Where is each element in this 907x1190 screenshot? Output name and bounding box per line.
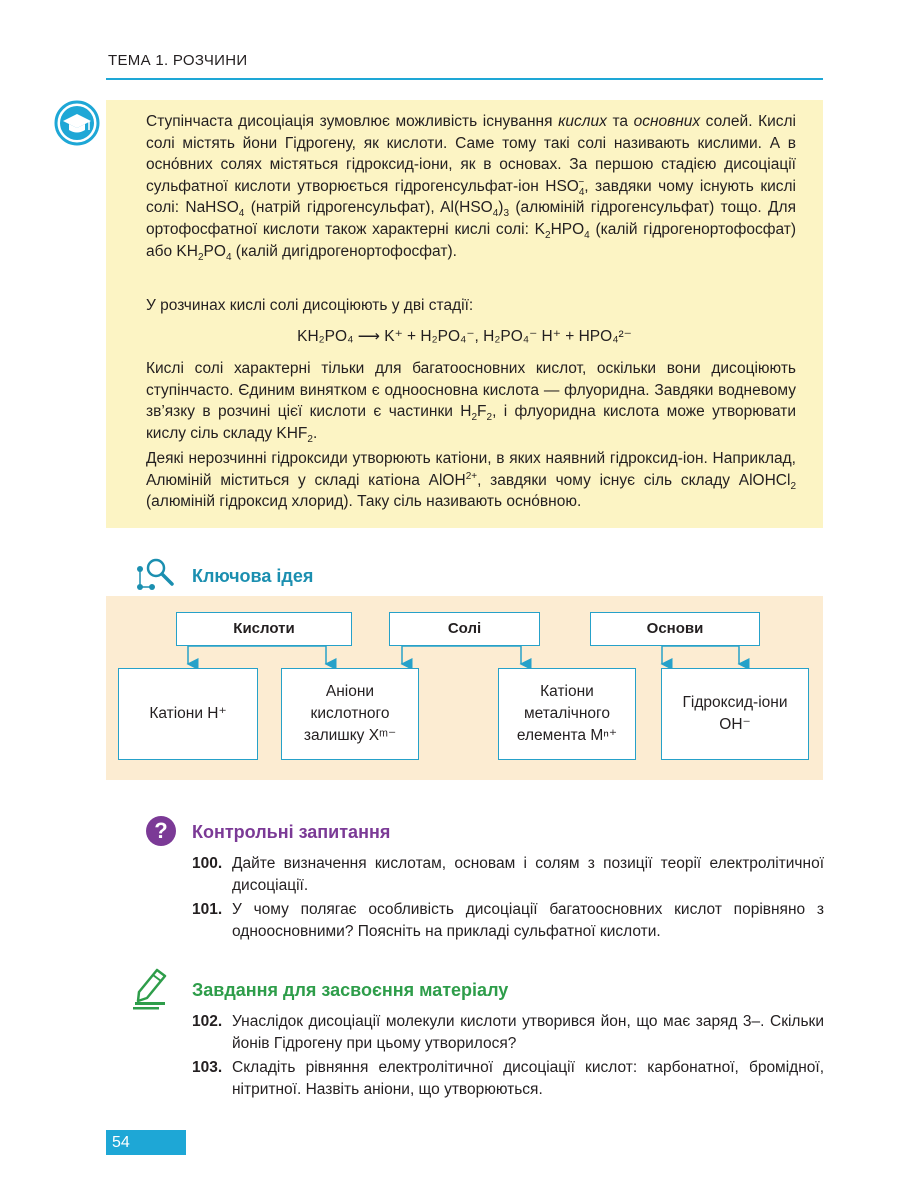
note-paragraph-3: Кислі солі характерні тільки для багатоосновних кислот, оскільки вони дисоціюють ступінчасто. Єдиним винятком є одноосновна кислота — флуоридна. Завдяки водневому зв’язку в розчині цієї кислоти є частинки $H_2F_2$, і флуоридна кислота може утворювати кислу сіль складу $KHF_2$. <box>146 360 796 445</box>
task-text: Складіть рівняння електролітичної дисоціації кислот: карбонатної, бромідної, нітритної. Назвіть аніони, що утворюються. <box>232 1059 824 1098</box>
question-text: У чому полягає особливість дисоціації багатоосновних кислот порівняно з одноосновними? Поясніть на прикладі сульфатної кислоти. <box>232 901 824 940</box>
task-number: 103. <box>192 1059 223 1076</box>
key-idea-title: Ключова ідея <box>192 566 314 586</box>
task-number: 102. <box>192 1013 223 1030</box>
page-number: 54 <box>106 1130 186 1155</box>
header-divider <box>106 78 823 80</box>
question-number: 100. <box>192 855 223 872</box>
info-note <box>106 100 823 528</box>
dissociation-formula: KH₂PO₄ ⟶ K⁺ + H₂PO₄⁻, H₂PO₄⁻ H⁺ + HPO₄²⁻ <box>297 328 632 345</box>
task-text: Унаслідок дисоціації молекули кислоти утворився йон, що має заряд 3–. Скільки йонів Гідрогену при цьому утворилося? <box>232 1013 824 1052</box>
question-number: 101. <box>192 901 223 918</box>
leaf-metal-cations: Катіони металічного елемента Mⁿ⁺ <box>498 668 636 760</box>
leaf-hydrogen-cations: Катіони H⁺ <box>118 668 258 760</box>
note-paragraph-2: У розчинах кислі солі дисоціюють у дві стадії: <box>146 297 474 314</box>
list-item <box>192 1011 824 1055</box>
tasks-title: Завдання для засвоєння матеріалу <box>192 980 509 1000</box>
list-item <box>192 899 824 943</box>
question-icon <box>145 815 177 847</box>
key-idea-icon <box>134 557 176 593</box>
list-item <box>192 853 824 897</box>
key-idea-diagram <box>106 596 823 780</box>
svg-text:?: ? <box>154 818 168 843</box>
question-text: Дайте визначення кислотам, основам і солям з позиції теорії електролітичної дисоціації. <box>232 855 824 894</box>
header-acids: Кислоти <box>176 612 352 646</box>
control-questions-list <box>192 853 824 945</box>
control-questions-title: Контрольні запитання <box>192 822 391 842</box>
graduation-cap-icon <box>54 100 100 146</box>
header-salts: Солі <box>389 612 540 646</box>
list-item <box>192 1057 824 1101</box>
note-paragraph-1: Ступінчаста дисоціація зумовлює можливість існування кислих та основних солей. Кислі солі містять йони Гідрогену, як кислоти. Саме тому такі солі називають кислими. А в осно́вних солях містяться гідроксид-іони, як в основах. За першою стадією дисоціації сульфатної кислоти утворюється гідрогенсульфат-іон $HSO_4^-$, завдяки чому існують кислі солі: NaHSO$_4$ (натрій гідрогенсульфат), $Al(HSO_4)_3$ (алюміній гідрогенсульфат) тощо. Для ортофосфатної кислоти також характерні кислі солі: $K_2HPO_4$ (калій гідрогенортофосфат) або $KH_2PO_4$ (калій дигідрогенортофосфат). <box>146 113 796 263</box>
page-header-title: ТЕМА 1. РОЗЧИНИ <box>108 52 248 69</box>
leaf-hydroxide-ions: Гідроксид-іони OH⁻ <box>661 668 809 760</box>
header-bases: Основи <box>590 612 760 646</box>
tasks-list <box>192 1011 824 1103</box>
leaf-acid-residue-anions: Аніони кислотного залишку Xᵐ⁻ <box>281 668 419 760</box>
pencil-icon <box>131 968 171 1010</box>
note-paragraph-4: Деякі нерозчинні гідроксиди утворюють катіони, в яких наявний гідроксид-іон. Наприклад, Алюміній міститься у складі катіона AlOH$^{2+}$, завдяки чому існує сіль складу AlOHCl$_2$ (алюміній гідроксид хлорид). Таку сіль називають осно́вною. <box>146 450 796 511</box>
